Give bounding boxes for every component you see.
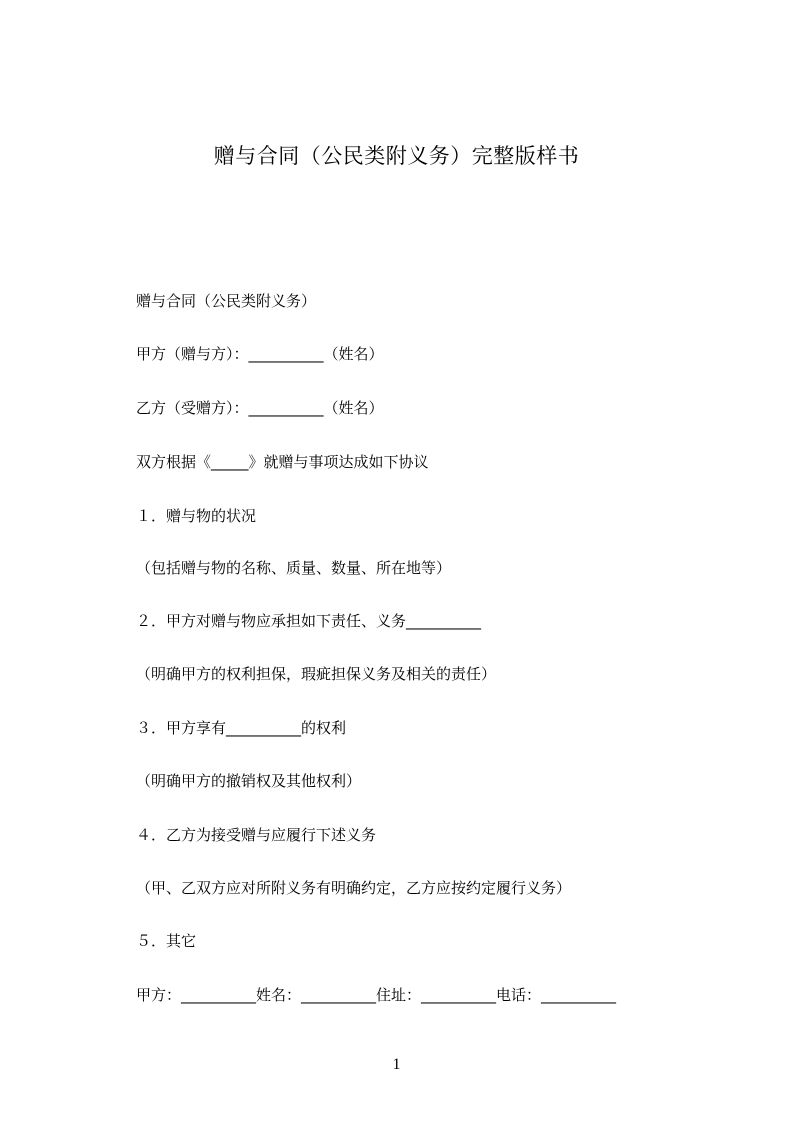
paragraph-clause-2-note: （明确甲方的权利担保，瑕疵担保义务及相关的责任）	[136, 665, 497, 683]
paragraph-clause-4-note: （甲、乙双方应对所附义务有明确约定，乙方应按约定履行义务）	[136, 879, 572, 897]
paragraph-contract-heading: 赠与合同（公民类附义务）	[136, 292, 317, 310]
paragraph-party-a-signature-line: 甲方：__________姓名：__________住址：__________电话：__________	[136, 986, 617, 1004]
paragraph-clause-4: ４．乙方为接受赠与应履行下述义务	[136, 826, 377, 844]
paragraph-clause-3: ３．甲方享有__________的权利	[136, 719, 347, 737]
paragraph-clause-1-note: （包括赠与物的名称、质量、数量、所在地等）	[136, 559, 452, 577]
paragraph-clause-5: ５．其它	[136, 932, 197, 950]
paragraph-party-b: 乙方（受赠方）：__________（姓名）	[136, 399, 384, 417]
paragraph-party-a: 甲方（赠与方）：__________（姓名）	[136, 345, 384, 363]
paragraph-agreement-basis: 双方根据《_____》就赠与事项达成如下协议	[136, 453, 429, 471]
document-title: 赠与合同（公民类附义务）完整版样书	[213, 144, 580, 168]
paragraph-clause-3-note: （明确甲方的撤销权及其他权利）	[136, 772, 362, 790]
paragraph-clause-1: １．赠与物的状况	[136, 507, 257, 525]
page-number: 1	[392, 1056, 401, 1073]
paragraph-clause-2: ２．甲方对赠与物应承担如下责任、义务__________	[136, 612, 482, 630]
